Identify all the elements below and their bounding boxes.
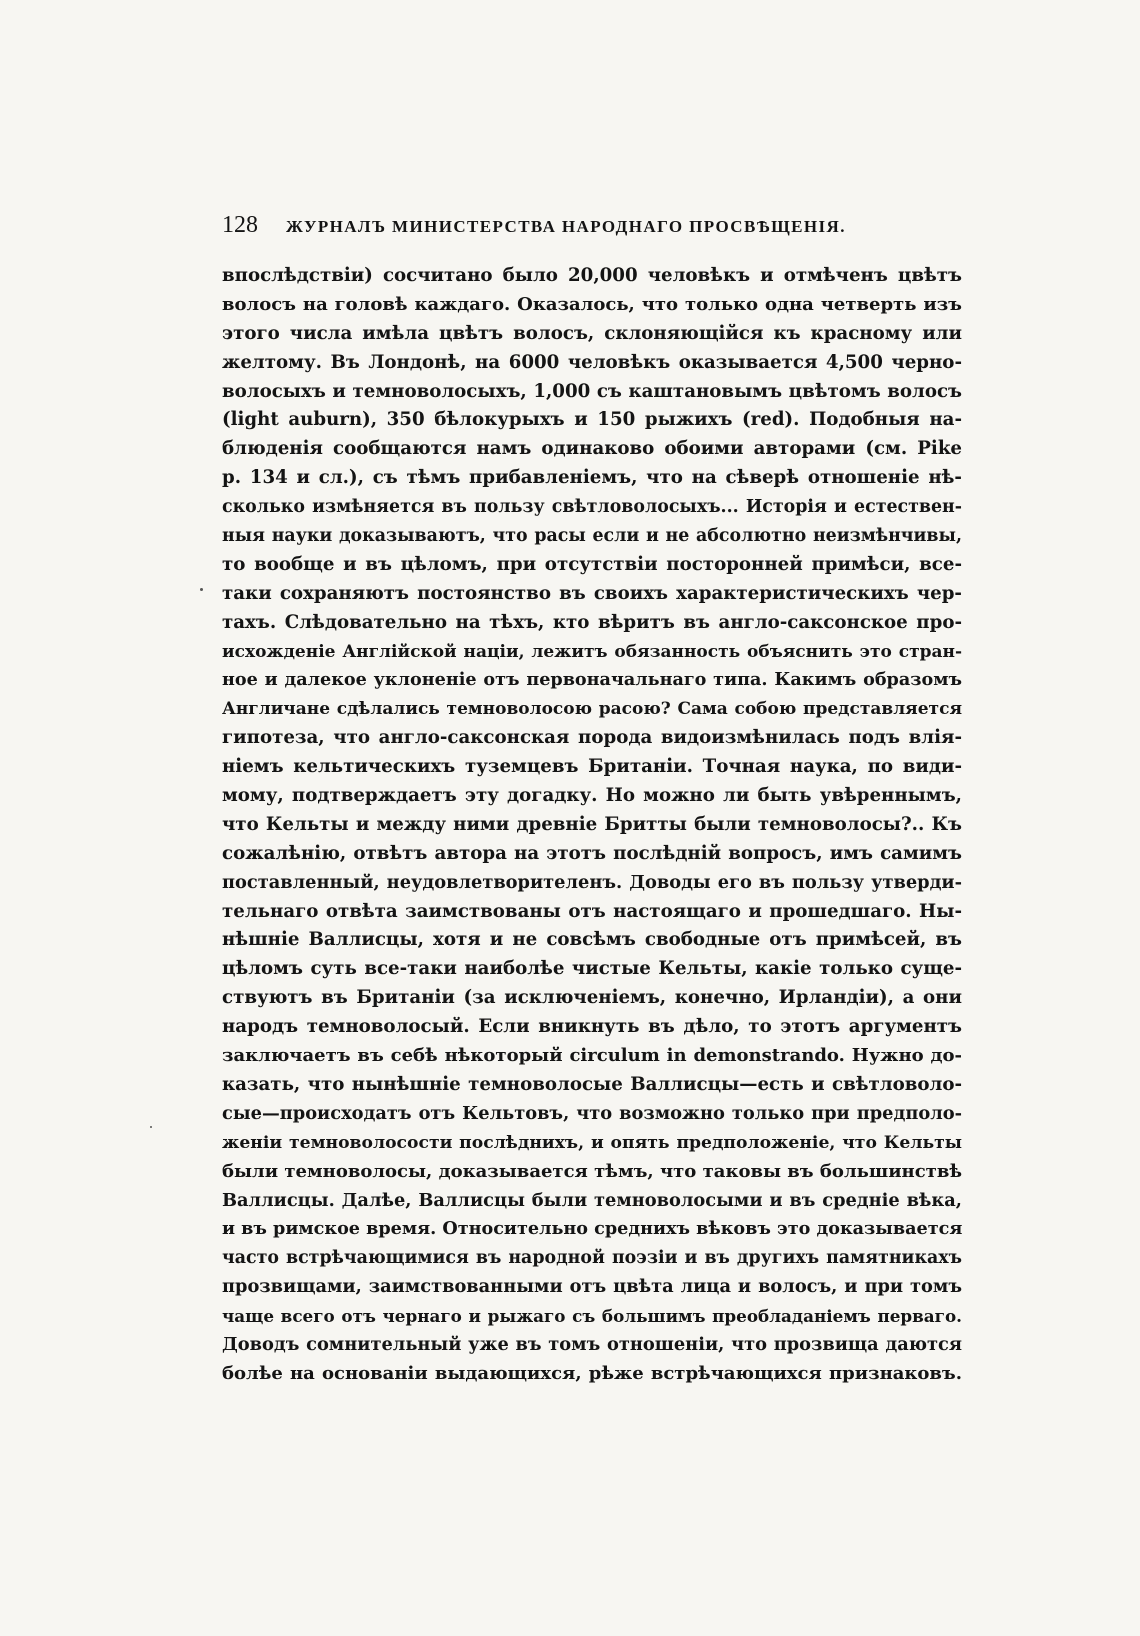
text-line: исхожденіе Англійской націи, лежитъ обязанность объяснить это стран- [222, 641, 962, 662]
text-line: гипотеза, что англо-саксонская порода видоизмѣнилась подъ влія- [222, 727, 962, 749]
scan-speck [150, 1126, 152, 1128]
text-line: болѣе на основаніи выдающихся, рѣже встрѣчающихся признаковъ. [222, 1362, 962, 1384]
text-line: заключаетъ въ себѣ нѣкоторый circulum in demonstrando. Нужно до- [222, 1045, 962, 1067]
text-line: желтому. Въ Лондонѣ, на 6000 человѣкъ оказывается 4,500 черно- [222, 351, 962, 373]
text-line: народъ темноволосый. Если вникнуть въ дѣло, то этотъ аргументъ [222, 1016, 962, 1038]
text-line: нѣшніе Валлисцы, хотя и не совсѣмъ свободные отъ примѣсей, въ [222, 929, 962, 951]
text-line: этого числа имѣла цвѣтъ волосъ, склоняющійся къ красному или [222, 322, 962, 344]
text-line: сколько измѣняется въ пользу свѣтловолосыхъ... Исторія и естествен- [222, 497, 962, 518]
text-line: прозвищами, заимствованными отъ цвѣта лица и волосъ, и при томъ [222, 1276, 962, 1298]
scan-speck [200, 588, 203, 591]
text-line: ствуютъ въ Британіи (за исключеніемъ, конечно, Ирландіи), а они [222, 987, 962, 1009]
text-line: Доводъ сомнительный уже въ томъ отношеніи, что прозвища даются [222, 1333, 962, 1355]
text-line: казать, что нынѣшніе темноволосые Валлисцы—есть и свѣтловоло- [222, 1073, 962, 1095]
text-line: Валлисцы. Далѣе, Валлисцы были темноволосыми и въ средніе вѣка, [222, 1189, 962, 1211]
text-line: тельнаго отвѣта заимствованы отъ настоящаго и прошедшаго. Ны- [222, 900, 962, 922]
text-line: р. 134 и сл.), съ тѣмъ прибавленіемъ, что на сѣверѣ отношеніе нѣ- [222, 467, 962, 489]
text-line: волосыхъ и темноволосыхъ, 1,000 съ каштановымъ цвѣтомъ волосъ [222, 380, 962, 402]
text-line: поставленный, неудовлетворителенъ. Доводы его въ пользу утверди- [222, 871, 962, 893]
body-text [222, 262, 962, 1389]
text-line: сые—происходатъ отъ Кельтовъ, что возможно только при предполо- [222, 1102, 962, 1124]
text-line: впослѣдствіи) сосчитано было 20,000 человѣкъ и отмѣченъ цвѣтъ [222, 265, 962, 286]
page-header [222, 212, 962, 248]
text-line: женіи темноволосости послѣднихъ, и опять предположеніе, что Кельты [222, 1132, 962, 1153]
text-line: волосъ на головѣ каждаго. Оказалось, что только одна четверть изъ [222, 293, 962, 315]
text-line: тахъ. Слѣдовательно на тѣхъ, кто вѣритъ въ англо-саксонское про- [222, 611, 962, 633]
running-title: ЖУРНАЛЪ МИНИСТЕРСТВА НАРОДНАГО ПРОСВѢЩЕНІЯ. [286, 217, 846, 236]
text-line: то вообще и въ цѣломъ, при отсутствіи посторонней примѣси, все- [222, 553, 962, 575]
page-number: 128 [222, 212, 258, 238]
text-line: часто встрѣчающимися въ народной поэзіи и въ другихъ памятникахъ [222, 1248, 962, 1269]
text-line: ныя науки доказываютъ, что расы если и не абсолютно неизмѣнчивы, [222, 526, 962, 547]
text-line: сожалѣнію, отвѣтъ автора на этотъ послѣдній вопросъ, имъ самимъ [222, 842, 962, 864]
text-line: цѣломъ суть все-таки наиболѣе чистые Кельты, какіе только суще- [222, 958, 962, 980]
text-line: ніемъ кельтическихъ туземцевъ Британіи. Точная наука, по види- [222, 756, 962, 778]
text-line: были темноволосы, доказывается тѣмъ, что таковы въ большинствѣ [222, 1160, 962, 1182]
text-line: и въ римское время. Относительно среднихъ вѣковъ это доказывается [222, 1218, 963, 1240]
text-line: таки сохраняютъ постоянство въ своихъ характеристическихъ чер- [222, 582, 962, 604]
text-line: ное и далекое уклоненіе отъ первоначальнаго типа. Какимъ образомъ [222, 669, 962, 691]
text-line: (light auburn), 350 бѣлокурыхъ и 150 рыжихъ (red). Подобныя на- [222, 409, 962, 431]
text-line: Англичане сдѣлались темноволосою расою? Сама собою представляется [222, 699, 962, 720]
text-line: что Кельты и между ними древніе Бритты были темноволосы?.. Къ [222, 813, 962, 835]
text-line: мому, подтверждаетъ эту догадку. Но можно ли быть увѣреннымъ, [222, 785, 962, 807]
text-line: чаще всего отъ чернаго и рыжаго съ большимъ преобладаніемъ перваго. [222, 1306, 962, 1327]
text-line: блюденія сообщаются намъ одинаково обоими авторами (см. Pike [222, 438, 962, 460]
